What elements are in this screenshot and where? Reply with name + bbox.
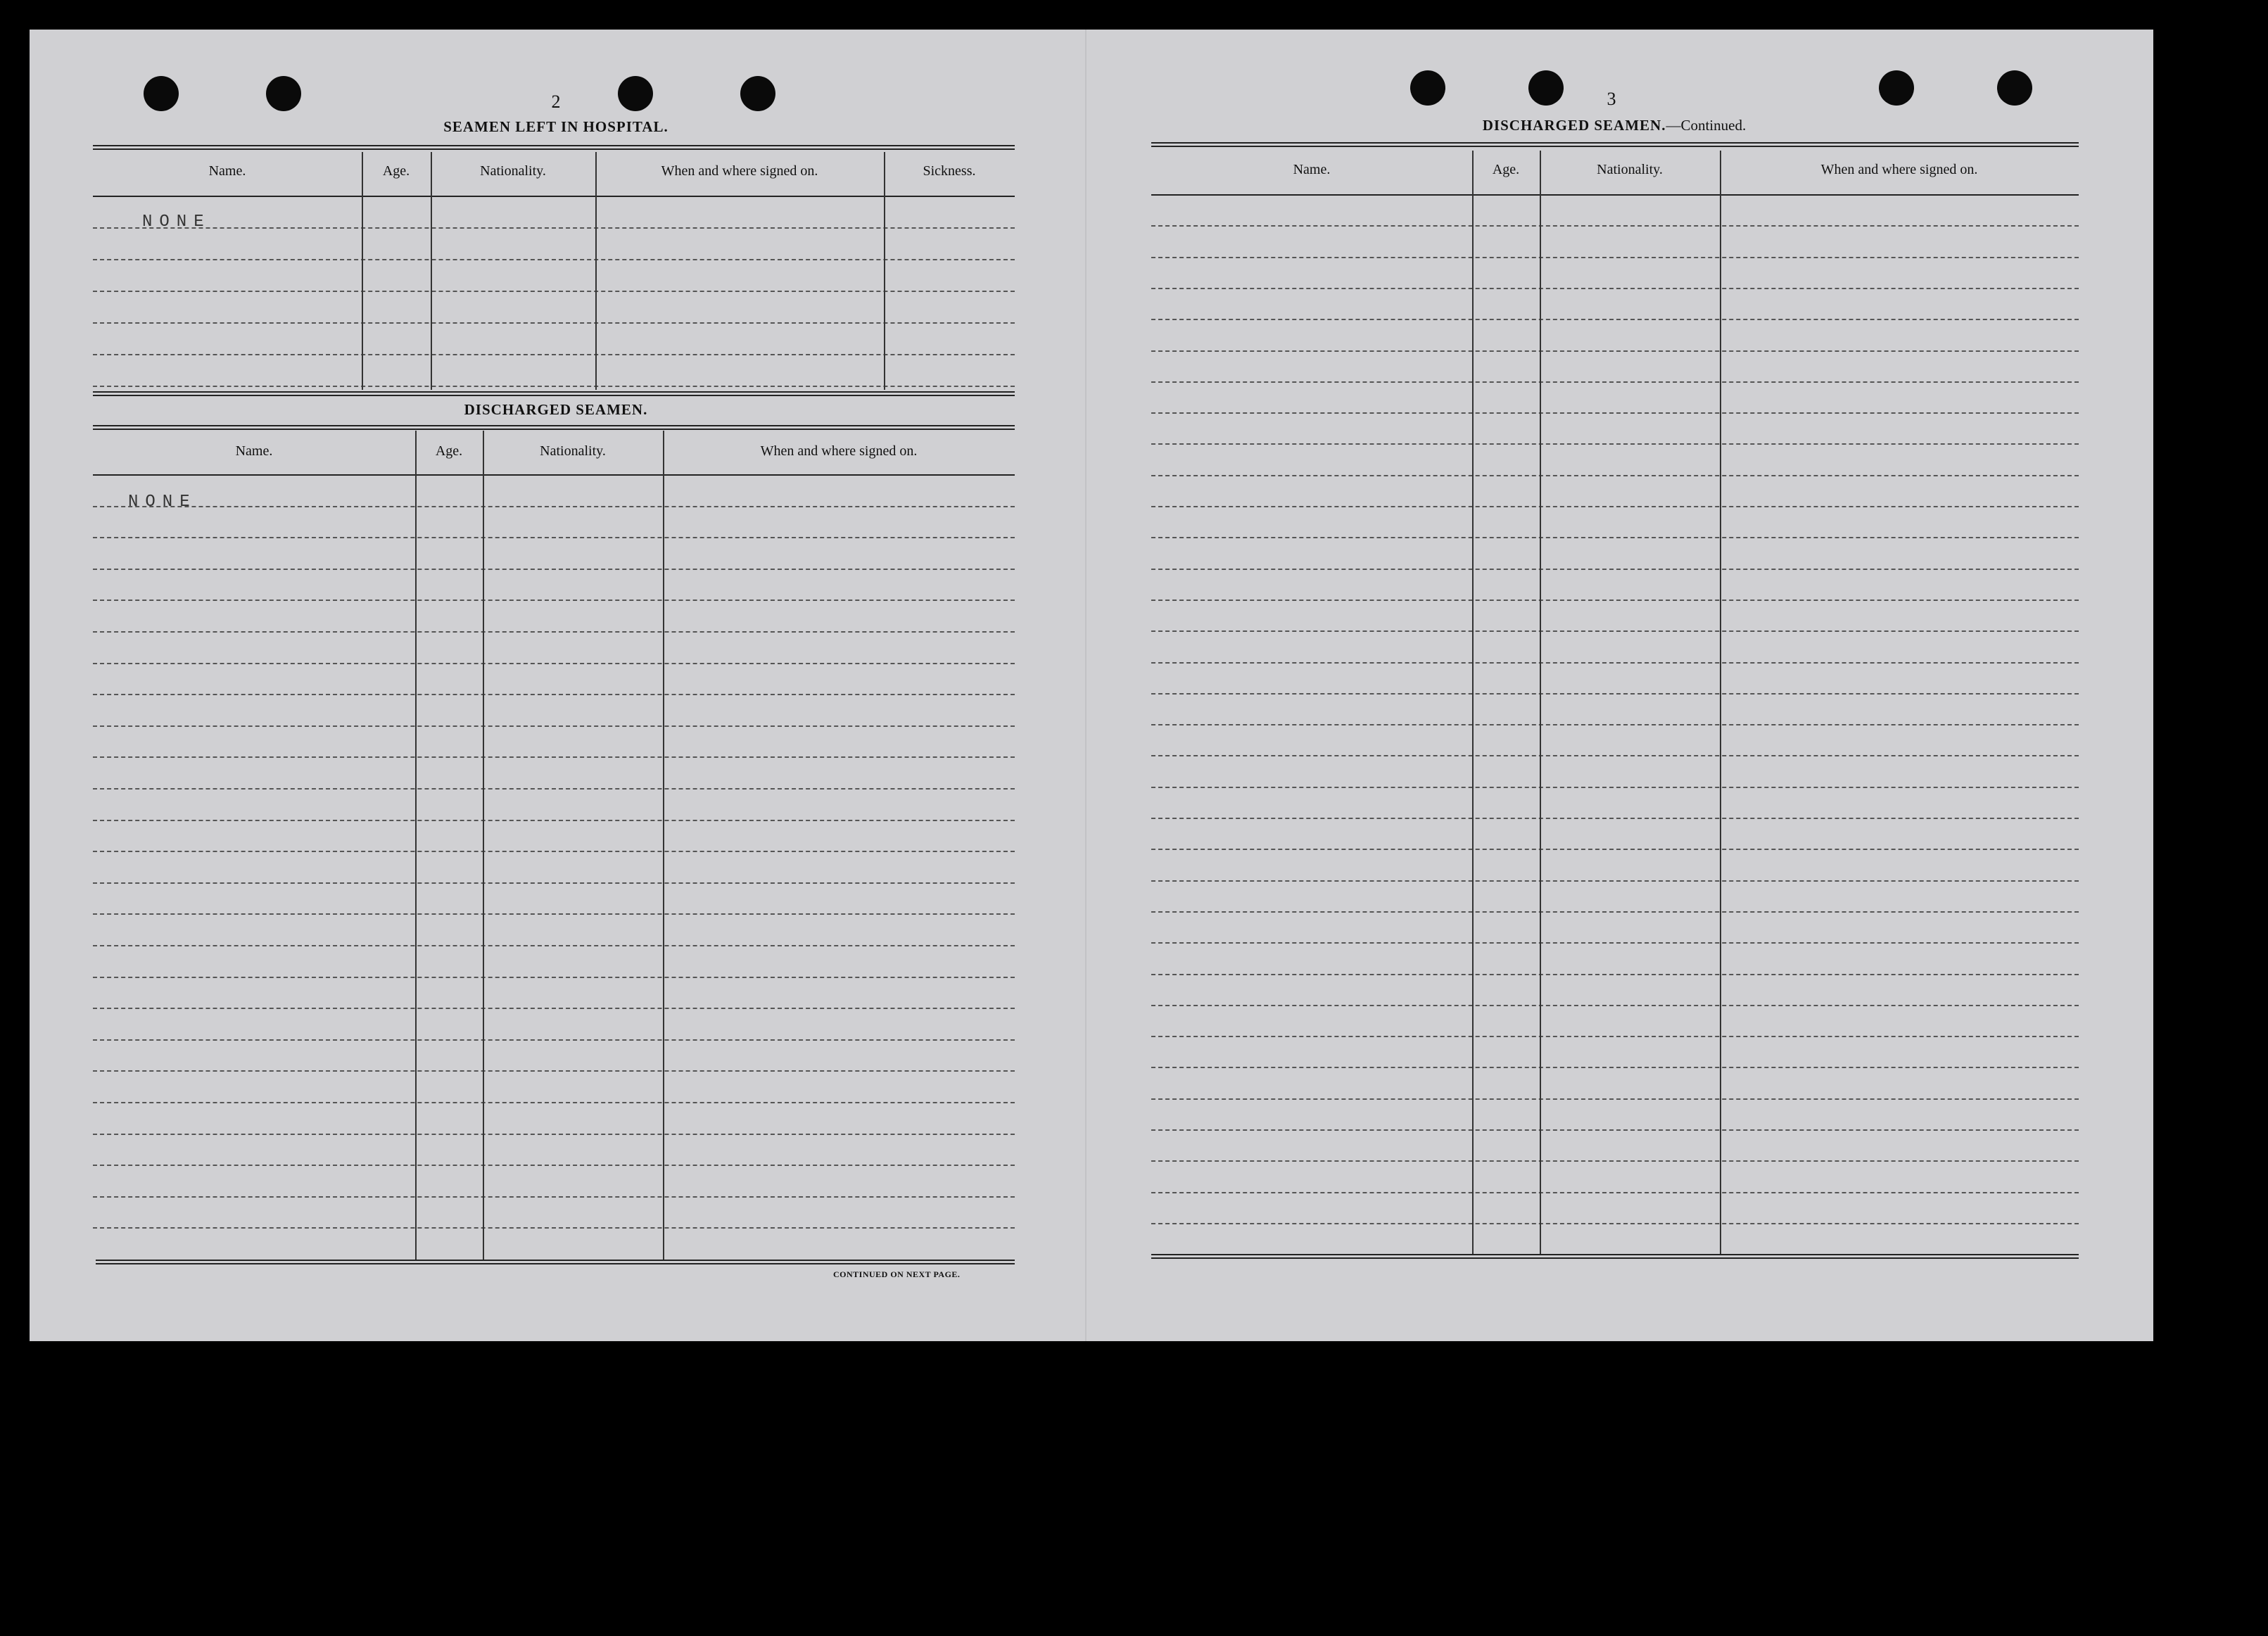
column-divider: [483, 431, 484, 1260]
ruled-line: [93, 569, 1015, 570]
page-number: 2: [551, 91, 561, 112]
column-divider: [362, 152, 363, 390]
column-divider: [1472, 151, 1474, 1254]
column-divider: [663, 431, 664, 1260]
ruled-line: [93, 977, 1015, 978]
column-header-when-where: When and where signed on.: [661, 163, 818, 179]
ruled-line: [1151, 849, 2079, 850]
ruled-line: [1151, 350, 2079, 352]
document-sheet: [30, 30, 2153, 1341]
column-divider: [415, 431, 417, 1260]
ruled-line: [93, 322, 1015, 324]
column-divider: [595, 152, 597, 390]
header-rule: [93, 196, 1015, 197]
ruled-line: [1151, 818, 2079, 819]
ruled-line: [93, 631, 1015, 633]
column-header-when-where: When and where signed on.: [1820, 162, 1978, 177]
ruled-line: [93, 537, 1015, 538]
ruled-line: [1151, 787, 2079, 788]
ruled-line: [1151, 1192, 2079, 1193]
ruled-line: [93, 1134, 1015, 1135]
ruled-line: [1151, 1223, 2079, 1224]
ruled-line: [1151, 1036, 2079, 1037]
ruled-line: [93, 945, 1015, 946]
ruled-line: [1151, 1098, 2079, 1100]
ruled-line: [1151, 569, 2079, 570]
right-page: [1087, 30, 2153, 1341]
ruled-line: [93, 506, 1015, 507]
ruled-line: [93, 756, 1015, 758]
column-header-name: Name.: [235, 443, 273, 459]
column-header-name: Name.: [208, 163, 246, 179]
section-rule: [1151, 142, 2079, 147]
ruled-line: [93, 600, 1015, 601]
ruled-line: [1151, 724, 2079, 725]
ruled-line: [93, 1008, 1015, 1009]
column-header-sickness: Sickness.: [923, 163, 976, 179]
ruled-line: [93, 882, 1015, 884]
ruled-line: [93, 1039, 1015, 1041]
ruled-line: [93, 1196, 1015, 1198]
ruled-line: [93, 291, 1015, 292]
continued-suffix: —Continued.: [1666, 117, 1747, 134]
ruled-line: [1151, 880, 2079, 882]
discharged-title-text: DISCHARGED SEAMEN.: [1482, 117, 1666, 134]
ruled-line: [93, 386, 1015, 387]
ruled-line: [93, 820, 1015, 821]
ruled-line: [93, 663, 1015, 664]
discharged-continued-title: [1354, 117, 1875, 134]
ruled-line: [1151, 257, 2079, 258]
hospital-section-title: SEAMEN LEFT IN HOSPITAL.: [443, 118, 669, 135]
ruled-line: [1151, 1005, 2079, 1006]
ruled-line: [93, 851, 1015, 852]
column-header-age: Age.: [435, 443, 463, 459]
ruled-line: [1151, 911, 2079, 913]
ruled-line: [93, 1102, 1015, 1103]
ruled-line: [93, 227, 1015, 229]
ruled-line: [1151, 537, 2079, 538]
section-rule: [93, 391, 1015, 396]
continued-footer: CONTINUED ON NEXT PAGE.: [833, 1269, 961, 1279]
ruled-line: [1151, 319, 2079, 320]
discharged-section-title: DISCHARGED SEAMEN.: [464, 401, 648, 418]
column-header-nationality: Nationality.: [1597, 162, 1663, 177]
column-header-nationality: Nationality.: [540, 443, 606, 459]
column-header-name: Name.: [1293, 162, 1331, 177]
section-rule: [93, 425, 1015, 430]
column-header-when-where: When and where signed on.: [760, 443, 918, 459]
column-header-age: Age.: [1492, 162, 1520, 177]
bottom-rule: [1151, 1254, 2079, 1259]
ruled-line: [1151, 288, 2079, 289]
section-rule: [93, 145, 1015, 150]
ruled-line: [1151, 506, 2079, 507]
ruled-line: [1151, 225, 2079, 227]
ruled-line: [1151, 630, 2079, 632]
ruled-line: [93, 694, 1015, 695]
ruled-line: [93, 913, 1015, 915]
bottom-rule: [96, 1260, 1015, 1264]
header-rule: [1151, 194, 2079, 196]
ruled-line: [93, 259, 1015, 260]
ruled-line: [1151, 662, 2079, 664]
ruled-line: [1151, 693, 2079, 695]
ruled-line: [1151, 1160, 2079, 1162]
ruled-line: [1151, 1129, 2079, 1131]
typed-entry: NONE: [128, 493, 197, 512]
ruled-line: [93, 354, 1015, 355]
ruled-line: [1151, 755, 2079, 756]
ruled-line: [1151, 412, 2079, 414]
column-divider: [431, 152, 432, 390]
column-divider: [1720, 151, 1721, 1254]
ruled-line: [93, 788, 1015, 790]
header-rule: [93, 474, 1015, 476]
typed-entry: NONE: [142, 213, 211, 232]
ruled-line: [93, 1227, 1015, 1229]
ruled-line: [1151, 974, 2079, 975]
left-page: [30, 30, 1085, 1341]
column-header-nationality: Nationality.: [480, 163, 546, 179]
ruled-line: [93, 1070, 1015, 1072]
ruled-line: [93, 1165, 1015, 1166]
column-divider: [1540, 151, 1541, 1254]
ruled-line: [1151, 381, 2079, 383]
ruled-line: [1151, 600, 2079, 601]
ruled-line: [93, 725, 1015, 727]
ruled-line: [1151, 443, 2079, 445]
page-number: 3: [1607, 89, 1616, 109]
column-header-age: Age.: [382, 163, 410, 179]
ruled-line: [1151, 1067, 2079, 1068]
column-divider: [884, 152, 885, 390]
ruled-line: [1151, 475, 2079, 476]
ruled-line: [1151, 942, 2079, 944]
